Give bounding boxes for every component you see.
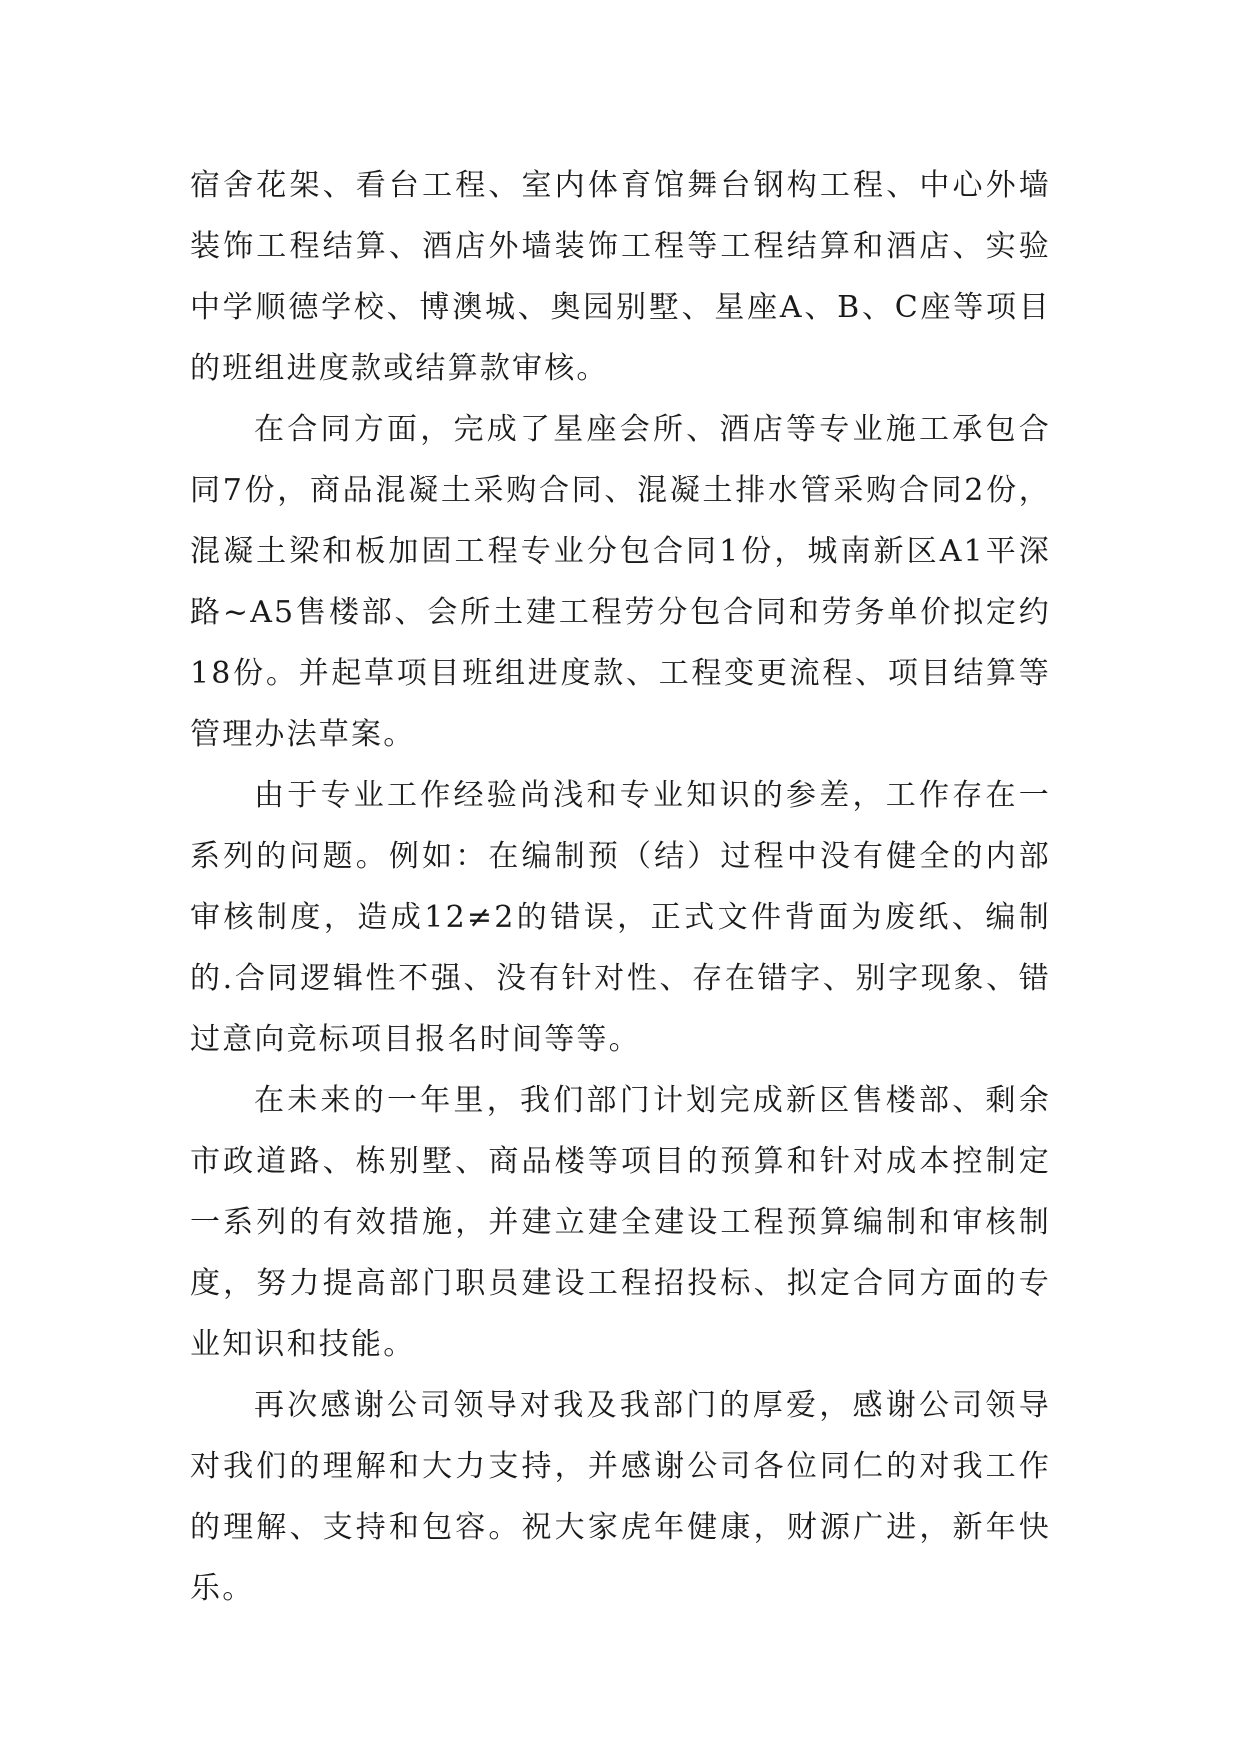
paragraph-5: 再次感谢公司领导对我及我部门的厚爱，感谢公司领导对我们的理解和大力支持，并感谢公司各位同仁的对我工作的理解、支持和包容。祝大家虎年健康，财源广进，新年快乐。 xyxy=(190,1388,1051,1606)
paragraph-4: 在未来的一年里，我们部门计划完成新区售楼部、剩余市政道路、栋别墅、商品楼等项目的预算和针对成本控制定一系列的有效措施，并建立建全建设工程预算编制和审核制度，努力提高部门职员建设工程招投标、拟定合同方面的专业知识和技能。 xyxy=(190,1083,1051,1362)
paragraph-1: 宿舍花架、看台工程、室内体育馆舞台钢构工程、中心外墙装饰工程结算、酒店外墙装饰工程等工程结算和酒店、实验中学顺德学校、博澳城、奥园别墅、星座A、B、C座等项目的班组进度款或结算款审核。 xyxy=(190,168,1051,386)
paragraph-2: 在合同方面，完成了星座会所、酒店等专业施工承包合同7份，商品混凝土采购合同、混凝土排水管采购合同2份，混凝土梁和板加固工程专业分包合同1份，城南新区A1平深路~A5售楼部、会所土建工程劳分包合同和劳务单价拟定约18份。并起草项目班组进度款、工程变更流程、项目结算等管理办法草案。 xyxy=(190,412,1051,752)
document-body xyxy=(190,155,1051,1619)
paragraph-3: 由于专业工作经验尚浅和专业知识的参差，工作存在一系列的问题。例如：在编制预（结）过程中没有健全的内部审核制度，造成12≠2的错误，正式文件背面为废纸、编制的.合同逻辑性不强、没有针对性、存在错字、别字现象、错过意向竞标项目报名时间等等。 xyxy=(190,778,1051,1057)
